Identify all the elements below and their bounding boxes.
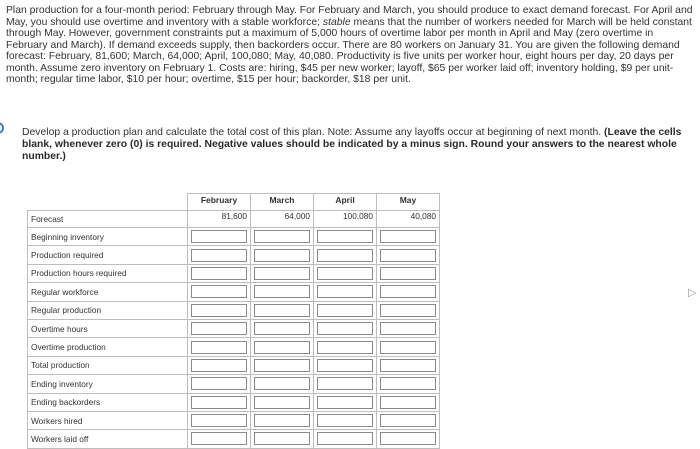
cell-february [188,301,251,319]
answer-input-april[interactable] [317,359,373,372]
forecast-row [28,211,440,228]
row-label: Beginning inventory [28,228,188,246]
cell-april [314,319,377,337]
instructions-text: Develop a production plan and calculate the total cost of this plan. Note: Assume any layoffs occur at beginning of next month. [22,127,605,138]
cell-february [188,283,251,301]
table-header-row [28,194,440,211]
row-label: Overtime hours [28,319,188,337]
cell-february [188,319,251,337]
cell-may [377,338,440,356]
answer-input-march[interactable] [254,285,310,298]
row-label: Production hours required [28,264,188,282]
answer-input-february[interactable] [191,249,247,262]
cell-february [188,264,251,282]
answer-input-april[interactable] [317,249,373,262]
row-label: Overtime production [28,338,188,356]
answer-input-may[interactable] [380,322,436,335]
answer-input-may[interactable] [380,249,436,262]
answer-input-april[interactable] [317,414,373,427]
cell-may [377,319,440,337]
cell-march [251,228,314,246]
answer-input-february[interactable] [191,230,247,243]
cell-february [188,246,251,264]
table-row [28,411,440,429]
forecast-label: Forecast [28,211,188,228]
cell-april [314,301,377,319]
header-april: April [314,194,377,211]
answer-input-february[interactable] [191,267,247,280]
answer-input-april[interactable] [317,322,373,335]
cell-march [251,356,314,374]
instructions [22,127,694,162]
answer-input-april[interactable] [317,285,373,298]
cell-february [188,411,251,429]
row-label: Total production [28,356,188,374]
table-row [28,319,440,337]
answer-input-april[interactable] [317,377,373,390]
answer-input-march[interactable] [254,432,310,445]
answer-input-march[interactable] [254,377,310,390]
forecast-may: 40,080 [377,211,440,228]
forecast-april: 100,080 [314,211,377,228]
cell-april [314,283,377,301]
answer-input-april[interactable] [317,396,373,409]
answer-input-march[interactable] [254,341,310,354]
table-row [28,356,440,374]
problem-text-before: Plan production for a four-month period: February through May. For February and March, you should produce to exact demand forecast. For April and May, you should use overtime and inventory with a stable workforce; [6,5,693,28]
answer-input-february[interactable] [191,432,247,445]
problem-text-after: means that the number of workers needed for March will be held constant through May. However, government constraints put a maximum of 5,000 hours of overtime labor per month in April and May (zero overtime in February and March). If demand exceeds supply, then backorders occur. There are 80 workers on January 31. You are given the following demand forecast: February, 81,600; March, 64,000; April, 100,080; May, 40,080. Productivity is five units per worker hour, eight hours per day, 20 days per month. Assume zero inventory on February 1. Costs are: hiring, $45 per new worker; layoff, $65 per worker laid off; inventory holding, $9 per unit-month; regular time labor, $10 per hour; overtime, $15 per hour; backorder, $18 per unit. [6,16,692,85]
answer-input-march[interactable] [254,322,310,335]
row-label: Regular production [28,301,188,319]
cell-february [188,393,251,411]
answer-input-may[interactable] [380,432,436,445]
cursor-icon: ▷ [688,287,697,299]
problem-statement [6,5,696,86]
cell-march [251,393,314,411]
cell-april [314,411,377,429]
cell-april [314,393,377,411]
answer-input-march[interactable] [254,414,310,427]
cell-march [251,264,314,282]
table-row [28,375,440,393]
answer-input-may[interactable] [380,414,436,427]
cell-april [314,228,377,246]
answer-input-february[interactable] [191,359,247,372]
cell-february [188,375,251,393]
table-row [28,301,440,319]
answer-input-april[interactable] [317,341,373,354]
cell-march [251,283,314,301]
answer-input-april[interactable] [317,432,373,445]
answer-input-may[interactable] [380,304,436,317]
answer-input-may[interactable] [380,285,436,298]
table-row [28,264,440,282]
cell-april [314,264,377,282]
cell-may [377,228,440,246]
cell-april [314,246,377,264]
row-label: Ending backorders [28,393,188,411]
answer-input-march[interactable] [254,230,310,243]
cell-march [251,319,314,337]
forecast-february: 81,600 [188,211,251,228]
answer-input-march[interactable] [254,267,310,280]
cell-may [377,356,440,374]
cell-may [377,301,440,319]
cell-may [377,393,440,411]
table-row [28,283,440,301]
problem-italic-term: stable [322,16,351,28]
answer-input-may[interactable] [380,359,436,372]
answer-input-may[interactable] [380,267,436,280]
answer-input-april[interactable] [317,230,373,243]
table-row [28,228,440,246]
header-february: February [188,194,251,211]
cell-february [188,228,251,246]
cell-march [251,375,314,393]
answer-input-april[interactable] [317,304,373,317]
question-marker-icon [0,122,4,134]
answer-input-february[interactable] [191,414,247,427]
answer-input-february[interactable] [191,304,247,317]
production-plan-table [27,193,440,449]
answer-input-february[interactable] [191,285,247,298]
answer-input-february[interactable] [191,396,247,409]
cell-february [188,356,251,374]
row-label: Production required [28,246,188,264]
cell-may [377,411,440,429]
table-row [28,338,440,356]
answer-input-march[interactable] [254,359,310,372]
answer-input-april[interactable] [317,267,373,280]
cell-april [314,375,377,393]
cell-march [251,411,314,429]
cell-may [377,264,440,282]
cell-march [251,338,314,356]
forecast-march: 64,000 [251,211,314,228]
cell-april [314,338,377,356]
cell-february [188,338,251,356]
cell-march [251,246,314,264]
answer-input-march[interactable] [254,304,310,317]
header-march: March [251,194,314,211]
cell-may [377,375,440,393]
answer-input-may[interactable] [380,230,436,243]
answer-input-may[interactable] [380,377,436,390]
header-blank [28,194,188,211]
answer-input-february[interactable] [191,377,247,390]
answer-input-march[interactable] [254,396,310,409]
row-label: Workers hired [28,411,188,429]
answer-input-may[interactable] [380,341,436,354]
answer-input-february[interactable] [191,322,247,335]
row-label: Regular workforce [28,283,188,301]
table-row [28,393,440,411]
row-label: Workers laid off [28,430,188,448]
cell-may [377,246,440,264]
answer-input-march[interactable] [254,249,310,262]
row-label: Ending inventory [28,375,188,393]
instructions-bold-text: (Leave the cells blank, whenever zero (0) is required. Negative values should be indicated by a minus sign. Round your answers to the nearest whole number.) [22,127,682,162]
answer-input-february[interactable] [191,341,247,354]
cell-march [251,301,314,319]
answer-input-may[interactable] [380,396,436,409]
cell-may [377,283,440,301]
table-row [28,246,440,264]
header-may: May [377,194,440,211]
cell-april [314,356,377,374]
